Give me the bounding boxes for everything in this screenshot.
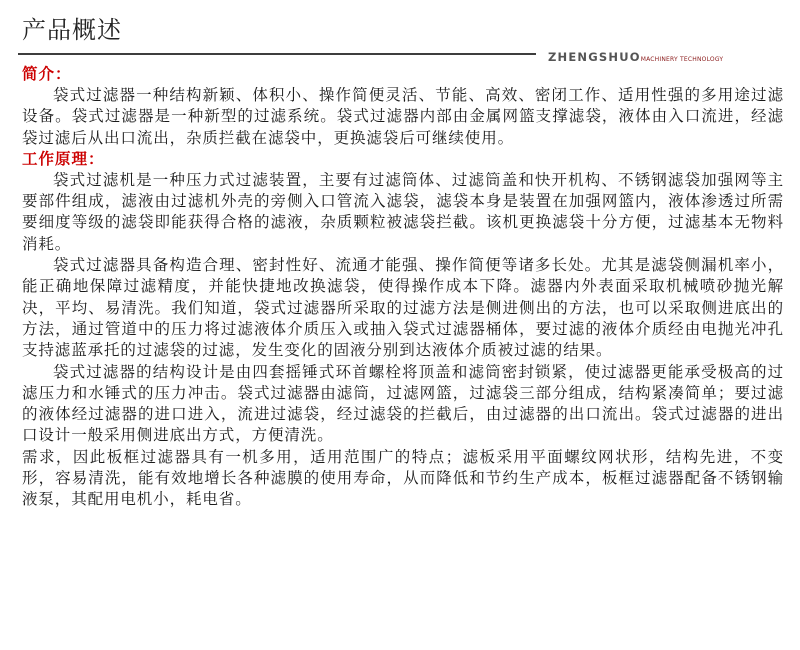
principle-heading: 工作原理： — [22, 149, 105, 168]
article-body — [22, 64, 784, 511]
page-title: 产品概述 — [22, 16, 122, 44]
principle-paragraph-3: 袋式过滤器的结构设计是由四套摇锤式环首螺栓将顶盖和滤筒密封锁紧，使过滤器更能承受极高的过滤压力和水锤式的压力冲击。袋式过滤器由滤筒，过滤网篮，过滤袋三部分组成，结构紧凑简单；要过滤的液体经过滤器的进口进入，流进过滤袋，经过滤袋的拦截后，由过滤器的出口流出。袋式过滤器的进出口设计一般采用侧进底出方式，方便清洗。 — [22, 362, 784, 445]
brand-tagline: MACHINERY TECHNOLOGY — [640, 56, 724, 63]
header-divider — [18, 53, 536, 55]
brand-logo — [548, 46, 723, 65]
brand-name: ZHENGSHUO — [548, 50, 641, 64]
intro-heading: 简介： — [22, 65, 72, 83]
intro-paragraph: 袋式过滤器一种结构新颖、体积小、操作简便灵活、节能、高效、密闭工作、适用性强的多用途过滤设备。袋式过滤器是一种新型的过滤系统。袋式过滤器内部由金属网篮支撑滤袋，液体由入口流进，经滤袋过滤后从出口流出，杂质拦截在滤袋中，更换滤袋后可继续使用。 — [22, 86, 784, 147]
principle-paragraph-1: 袋式过滤机是一种压力式过滤装置，主要有过滤筒体、过滤筒盖和快开机构、不锈钢滤袋加强网等主要部件组成，滤液由过滤机外壳的旁侧入口管流入滤袋，滤袋本身是装置在加强网篮内，液体渗透过所需要细度等级的滤袋即能获得合格的滤液，杂质颗粒被滤袋拦截。该机更换滤袋十分方便，过滤基本无物料消耗。 — [22, 170, 784, 253]
closing-paragraph: 需求，因此板框过滤器具有一机多用，适用范围广的特点；滤板采用平面螺纹网状形，结构先进，不变形，容易清洗，能有效地增长各种滤膜的使用寿命，从而降低和节约生产成本，板框过滤器配备不锈钢输液泵，其配用电机小，耗电省。 — [22, 447, 784, 509]
principle-paragraph-2: 袋式过滤器具备构造合理、密封性好、流通才能强、操作简便等诸多长处。尤其是滤袋侧漏机率小，能正确地保障过滤精度，并能快捷地改换滤袋，使得操作成本下降。滤器内外表面采取机械喷砂抛光解决，平均、易清洗。我们知道，袋式过滤器所采取的过滤方法是侧进侧出的方法，也可以采取侧进底出的方法，通过管道中的压力将过滤液体介质压入或抽入袋式过滤器桶体，要过滤的液体介质经由电抛光冲孔支持滤蓝承托的过滤袋的过滤，发生变化的固液分别到达液体介质被过滤的结果。 — [22, 256, 784, 360]
page-header — [0, 0, 800, 62]
